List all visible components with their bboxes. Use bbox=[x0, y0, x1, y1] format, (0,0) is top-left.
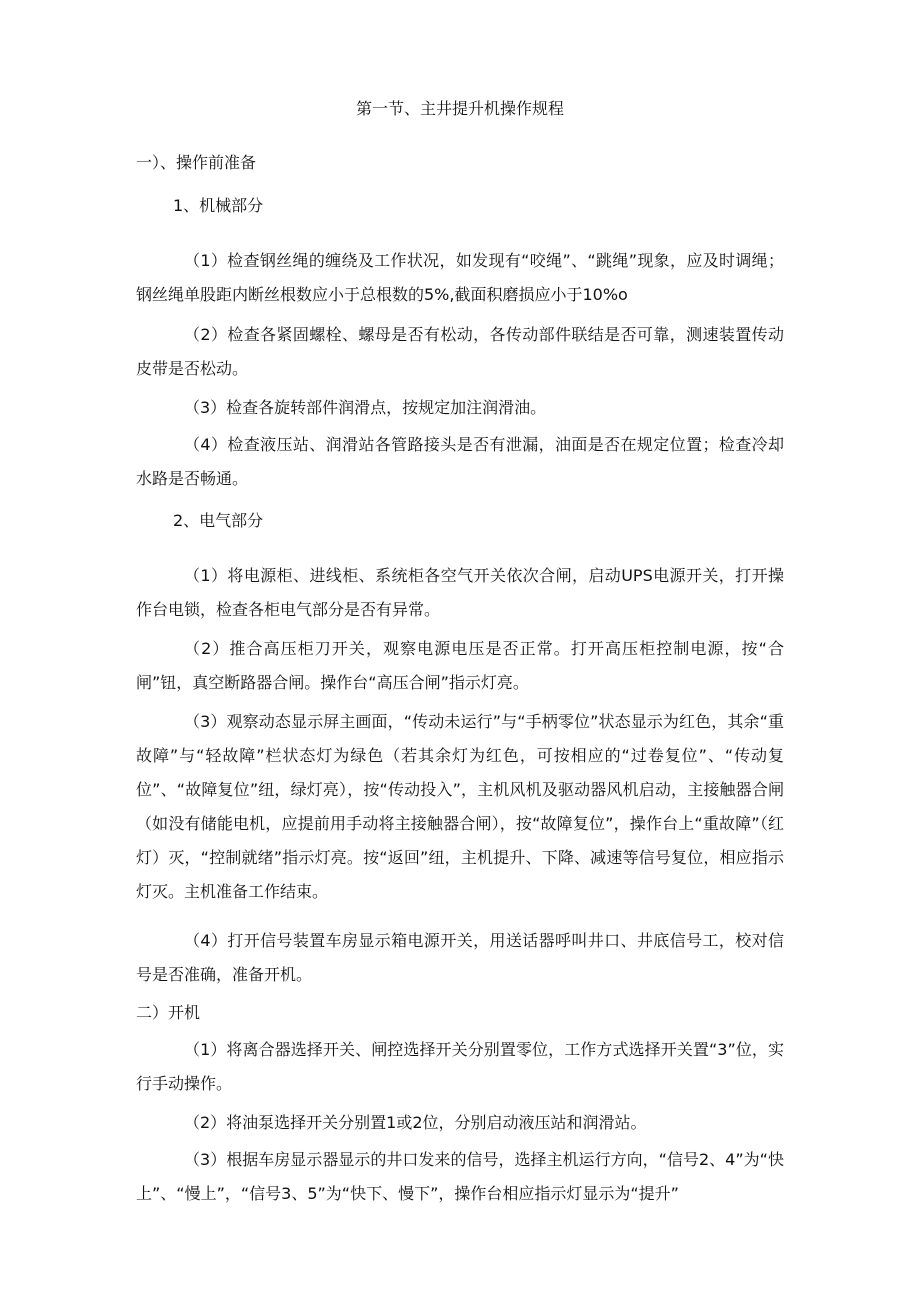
paragraph: （2）将油泵选择开关分别置1或2位，分别启动液压站和润滑站。 bbox=[184, 1113, 647, 1132]
paragraph: （4）检查液压站、润滑站各管路接头是否有泄漏，油面是否在规定位置；检查冷却水路是否畅通。 bbox=[136, 435, 784, 488]
part2-heading: 2、电气部分 bbox=[173, 511, 264, 530]
page-title: 第一节、主井提升机操作规程 bbox=[355, 99, 564, 118]
section2-heading: 二）开机 bbox=[136, 1003, 201, 1022]
paragraph: （1）将离合器选择开关、闸控选择开关分别置零位，工作方式选择开关置“3”位，实行手动操作。 bbox=[136, 1040, 784, 1093]
part1-heading: 1、机械部分 bbox=[173, 196, 264, 215]
section1-heading: 一）、操作前准备 bbox=[136, 153, 257, 172]
paragraph: （3）根据车房显示器显示的井口发来的信号，选择主机运行方向，“信号2、4”为“快上”、“慢上”，“信号3、5”为“快下、慢下”，操作台相应指示灯显示为“提升” bbox=[136, 1150, 784, 1203]
paragraph: （3）检查各旋转部件润滑点，按规定加注润滑油。 bbox=[184, 398, 547, 417]
paragraph: （2）推合高压柜刀开关，观察电源电压是否正常。打开高压柜控制电源，按“合闸”钮，真空断路器合闸。操作台“高压合闸”指示灯亮。 bbox=[136, 639, 784, 692]
paragraph: （2）检查各紧固螺栓、螺母是否有松动，各传动部件联结是否可靠，测速装置传动皮带是否松动。 bbox=[136, 325, 784, 378]
paragraph: （3）观察动态显示屏主画面，“传动未运行”与“手柄零位”状态显示为红色，其余“重故障”与“轻故障”栏状态灯为绿色（若其余灯为红色，可按相应的“过卷复位”、“传动复位”、“故障复位”纽，绿灯亮），按“传动投入”，主机风机及驱动器风机启动，主接触器合闸（如没有储能电机，应提前用手动将主接触器合闸），按“故障复位”，操作台上“重故障”（红灯）灭，“控制就绪”指示灯亮。按“返回”纽，主机提升、下降、减速等信号复位，相应指示灯灭。主机准备工作结束。 bbox=[136, 712, 784, 901]
paragraph: （1）将电源柜、进线柜、系统柜各空气开关依次合闸，启动UPS电源开关，打开操作台电锁，检查各柜电气部分是否有异常。 bbox=[136, 566, 784, 619]
paragraph: （4）打开信号装置车房显示箱电源开关，用送话器呼叫井口、井底信号工，校对信号是否准确，准备开机。 bbox=[136, 931, 784, 984]
paragraph: （1）检查钢丝绳的缠绕及工作状况，如发现有“咬绳”、“跳绳”现象，应及时调绳；钢丝绳单股距内断丝根数应小于总根数的5%,截面积磨损应小于10%o bbox=[136, 251, 784, 304]
